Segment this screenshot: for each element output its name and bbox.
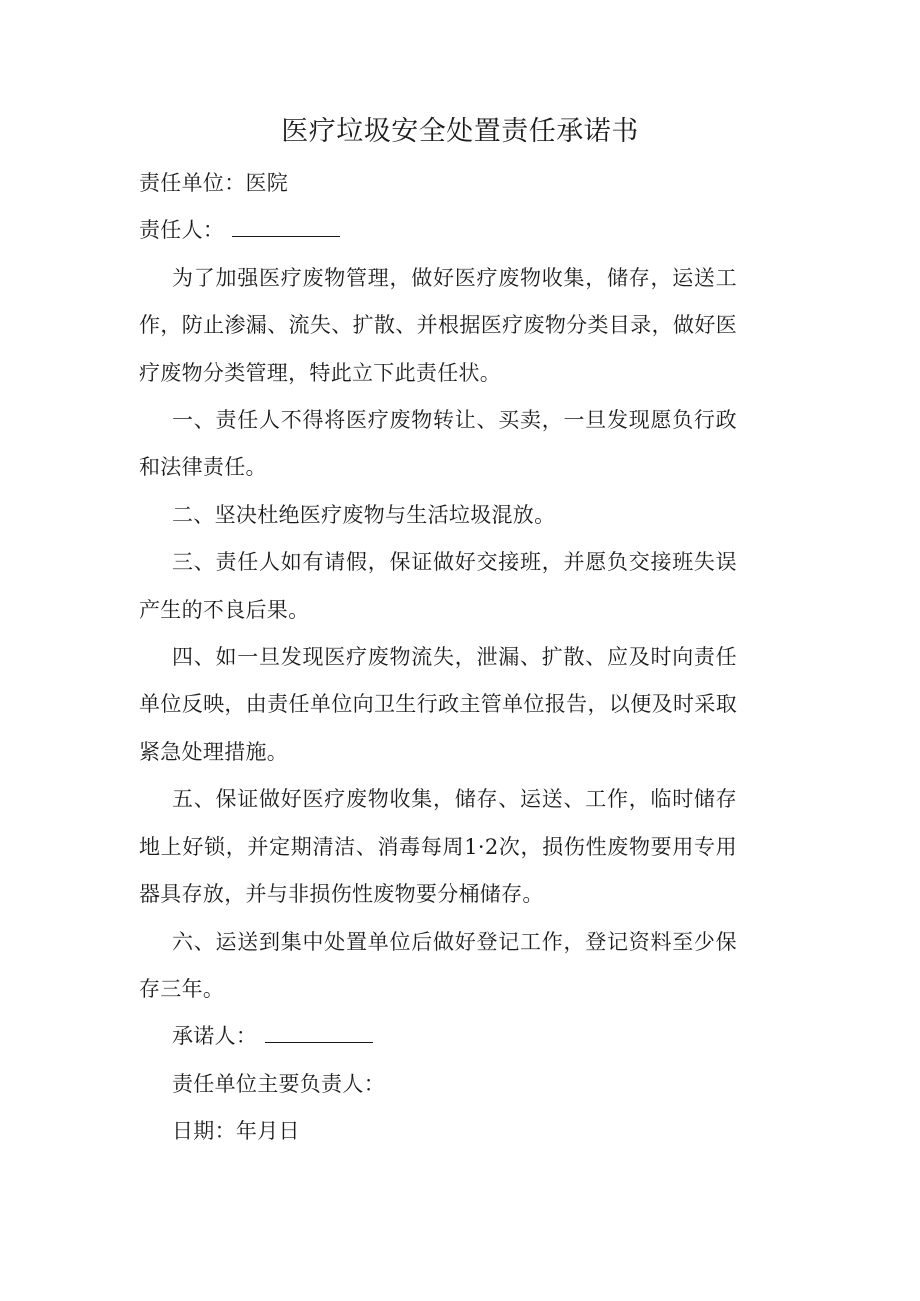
responsible-person-label: 责任人： <box>139 218 225 243</box>
promisor-line <box>139 1013 737 1060</box>
document-title: 医疗垃圾安全处置责任承诺书 <box>281 116 639 147</box>
promisor-blank <box>265 1020 373 1043</box>
intro-paragraph: 为了加强医疗废物管理，做好医疗废物收集，储存，运送工作，防止渗漏、流失、扩散、并根据医疗废物分类目录，做好医疗废物分类管理，特此立下此责任状。 <box>139 265 737 385</box>
responsible-person-blank <box>232 214 340 237</box>
unit-head-line: 责任单位主要负责人： <box>172 1071 385 1096</box>
document-body <box>139 160 737 1156</box>
clause-5: 五、保证做好医疗废物收集，储存、运送、工作，临时储存地上好锁，并定期清洁、消毒每周1·2次，损伤性废物要用专用器具存放，并与非损伤性废物要分桶储存。 <box>139 787 737 907</box>
promisor-label: 承诺人： <box>172 1024 258 1049</box>
clause-3: 三、责任人如有请假，保证做好交接班，并愿负交接班失误产生的不良后果。 <box>139 550 737 622</box>
responsible-unit-line: 责任单位：医院 <box>139 171 289 195</box>
date-line: 日期：年月日 <box>172 1119 300 1144</box>
clause-4: 四、如一旦发现医疗废物流失，泄漏、扩散、应及时向责任单位反映，由责任单位向卫生行政主管单位报告，以便及时采取紧急处理措施。 <box>139 645 737 764</box>
clause-2: 二、坚决杜绝医疗废物与生活垃圾混放。 <box>172 502 556 527</box>
responsible-person-line <box>139 207 737 254</box>
clause-1: 一、责任人不得将医疗废物转让、买卖，一旦发现愿负行政和法律责任。 <box>139 408 737 480</box>
clause-6: 六、运送到集中处置单位后做好登记工作，登记资料至少保存三年。 <box>139 929 737 1001</box>
